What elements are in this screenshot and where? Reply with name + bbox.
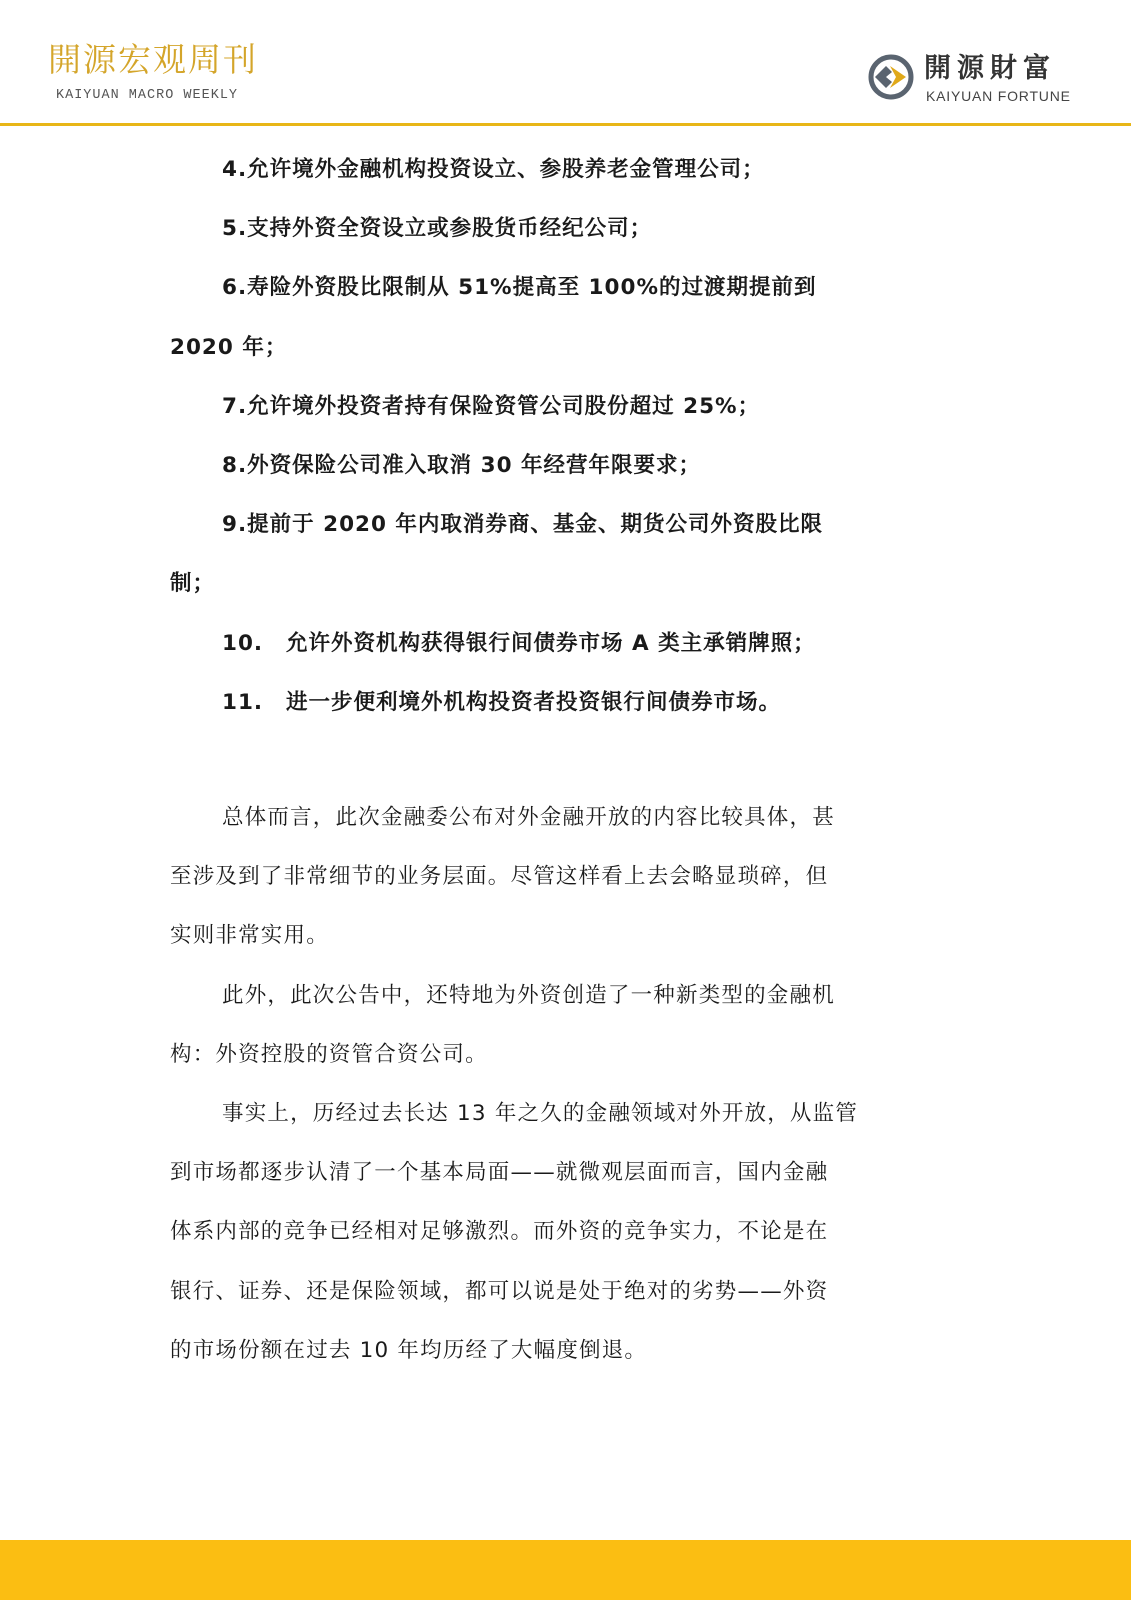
list-item: 5.支持外资全资设立或参股货币经纪公司； <box>222 216 653 242</box>
list-item <box>170 614 960 673</box>
paragraph-line: 事实上，历经过去长达 13 年之久的金融领域对外开放，从监管 <box>222 1101 859 1127</box>
logo-text-cn: 開源財富 <box>924 53 1056 84</box>
list-item-text: 进一步便利境外机构投资者投资银行间债券市场。 <box>286 689 782 715</box>
brand-title-cn: 開源宏观周刊 <box>48 40 258 79</box>
list-item-text: 允许外资机构获得银行间债券市场 A 类主承销牌照； <box>286 630 816 656</box>
paragraph-line: 体系内部的竞争已经相对足够激烈。而外资的竞争实力，不论是在 <box>170 1219 829 1245</box>
brand-title-en: KAIYUAN MACRO WEEKLY <box>56 88 239 103</box>
paragraph-line: 构：外资控股的资管合资公司。 <box>170 1041 488 1067</box>
header-divider <box>0 123 1131 126</box>
logo-text-en: KAIYUAN FORTUNE <box>926 88 1071 104</box>
list-item-number: 11. <box>222 689 264 715</box>
paragraph-line: 至涉及到了非常细节的业务层面。尽管这样看上去会略显琐碎，但 <box>170 864 829 890</box>
paragraph-line: 银行、证券、还是保险领域，都可以说是处于绝对的劣势——外资 <box>170 1278 829 1304</box>
page-header <box>0 0 1131 126</box>
list-item: 7.允许境外投资者持有保险资管公司股份超过 25%； <box>222 393 761 419</box>
kaiyuan-logo-icon <box>866 52 916 102</box>
paragraph-line: 的市场份额在过去 10 年均历经了大幅度倒退。 <box>170 1337 648 1363</box>
paragraph-line: 此外，此次公告中，还特地为外资创造了一种新类型的金融机 <box>222 982 835 1008</box>
list-item: 8.外资保险公司准入取消 30 年经营年限要求； <box>222 453 702 479</box>
paragraph-line: 到市场都逐步认清了一个基本局面——就微观层面而言，国内金融 <box>170 1160 829 1186</box>
document-body <box>170 140 960 1380</box>
paragraph-line: 实则非常实用。 <box>170 923 329 949</box>
section-gap <box>170 732 960 788</box>
list-item-number: 10. <box>222 630 264 656</box>
list-item: 4.允许境外金融机构投资设立、参股养老金管理公司； <box>222 157 765 182</box>
footer-band <box>0 1540 1131 1600</box>
list-item: 9.提前于 2020 年内取消券商、基金、期货公司外资股比限 <box>222 512 823 538</box>
list-item-continuation: 制； <box>170 571 216 597</box>
paragraph-line: 总体而言，此次金融委公布对外金融开放的内容比较具体，甚 <box>222 805 835 831</box>
kaiyuan-fortune-logo <box>866 52 1086 108</box>
list-item: 6.寿险外资股比限制从 51%提高至 100%的过渡期提前到 <box>222 275 817 301</box>
list-item-continuation: 2020 年； <box>170 334 288 360</box>
list-item <box>170 673 960 732</box>
